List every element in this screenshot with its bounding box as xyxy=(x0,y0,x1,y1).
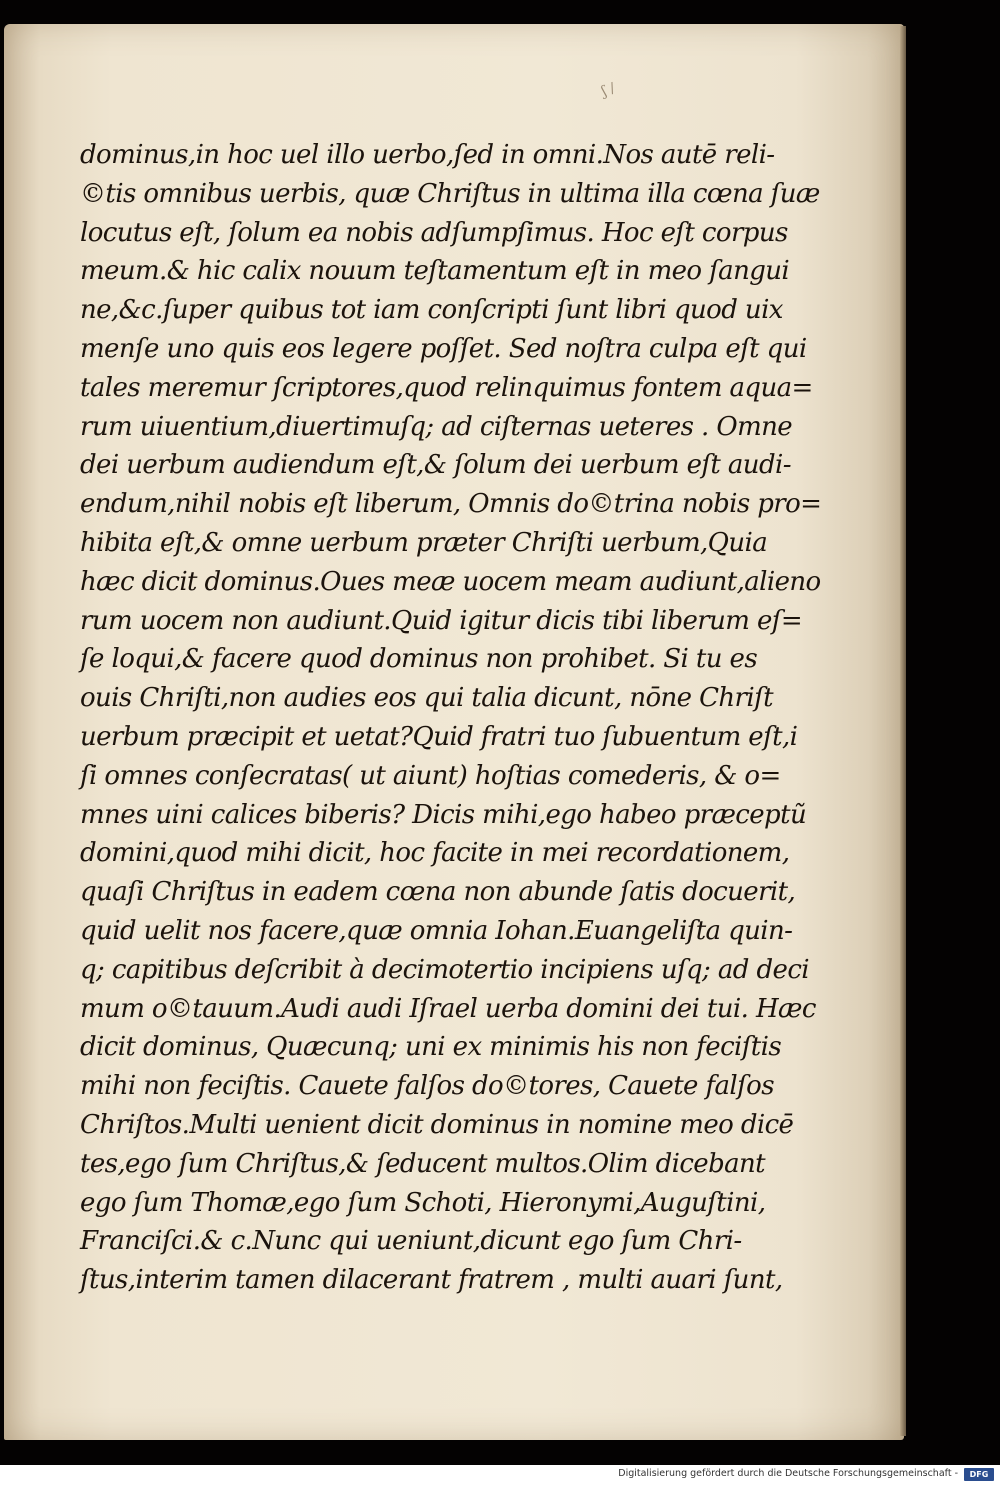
text-line: uerbum præcipit et uetat?Quid fratri tuo ſubuentum eſt,i xyxy=(80,721,798,752)
page-edge xyxy=(900,26,906,1436)
text-line: ſi omnes conſecratas( ut aiunt) hoſtias comederis, & o= xyxy=(80,760,781,791)
text-line: Franciſci.& c.Nunc qui ueniunt,dicunt ego ſum Chri- xyxy=(80,1226,742,1257)
funding-credit: Digitalisierung gefördert durch die Deutsche Forschungsgemeinschaft - xyxy=(618,1468,958,1479)
dfg-logo: DFG xyxy=(964,1468,994,1481)
text-line: tales meremur ſcriptores,quod relinquimus fontem aqua= xyxy=(80,372,813,403)
text-line: mnes uini calices biberis? Dicis mihi,ego habeo præceptũ xyxy=(80,799,807,830)
text-line: endum,nihil nobis eſt liberum, Omnis do©trina nobis pro= xyxy=(80,489,822,520)
text-line: hæc dicit dominus.Oues meæ uocem meam audiunt,alieno xyxy=(80,566,821,597)
text-line: ſe loqui,& facere quod dominus non prohibet. Si tu es xyxy=(80,644,758,675)
text-line: rum uiuentium,diuertimuſq; ad ciſternas ueteres . Omne xyxy=(80,411,793,442)
book-page xyxy=(4,24,904,1440)
text-line: dominus,in hoc uel illo uerbo,ſed in omni.Nos autē reli- xyxy=(80,140,775,170)
text-line: ouis Chriſti,non audies eos qui talia dicunt, nōne Chriſt xyxy=(80,683,773,714)
text-line: locutus eſt, ſolum ea nobis adſumpſimus. Hoc eſt corpus xyxy=(80,217,788,248)
text-line: ne,&c.ſuper quibus tot iam conſcripti ſunt libri quod uix xyxy=(80,295,783,326)
footer-bar xyxy=(0,1465,1000,1485)
text-line: mihi non feciſtis. Cauete falſos do©tores, Cauete falſos xyxy=(80,1071,774,1102)
text-line: quaſi Chriſtus in eadem cœna non abunde ſatis docuerit, xyxy=(80,877,796,908)
text-line: q; capitibus deſcribit à decimotertio incipiens uſq; ad deci xyxy=(80,954,809,985)
text-line: mum o©tauum.Audi audi Iſrael uerba domini dei tui. Hæc xyxy=(80,993,816,1024)
text-line: menſe uno quis eos legere poſſet. Sed noſtra culpa eſt qui xyxy=(80,333,807,364)
text-line: quid uelit nos facere,quæ omnia Iohan.Euangeliſta quin- xyxy=(80,915,793,946)
text-line: ego ſum Thomæ,ego ſum Schoti, Hieronymi,Auguſtini, xyxy=(80,1187,766,1218)
margin-mark: ʃ / xyxy=(599,80,618,100)
text-line: tes,ego ſum Chriſtus,& ſeducent multos.Olim dicebant xyxy=(80,1148,766,1179)
text-line: meum.& hic calix nouum teſtamentum eſt in meo ſangui xyxy=(80,256,790,287)
text-line: ©tis omnibus uerbis, quæ Chriſtus in ultima illa cœna ſuæ xyxy=(80,178,820,209)
text-line: hibita eſt,& omne uerbum præter Chriſti uerbum,Quia xyxy=(80,527,768,558)
text-line: rum uocem non audiunt.Quid igitur dicis tibi liberum eſ= xyxy=(80,605,803,636)
text-line: Chriſtos.Multi uenient dicit dominus in nomine meo dicē xyxy=(80,1109,794,1140)
text-line: domini,quod mihi dicit, hoc facite in mei recordationem, xyxy=(80,838,790,869)
text-line: ſtus,interim tamen dilacerant fratrem , multi auari ſunt, xyxy=(80,1265,783,1296)
page-text-block xyxy=(80,136,822,1300)
text-line: dicit dominus, Quæcunq; uni ex minimis his non feciſtis xyxy=(80,1032,782,1063)
text-line: dei uerbum audiendum eſt,& ſolum dei uerbum eſt audi- xyxy=(80,450,791,481)
